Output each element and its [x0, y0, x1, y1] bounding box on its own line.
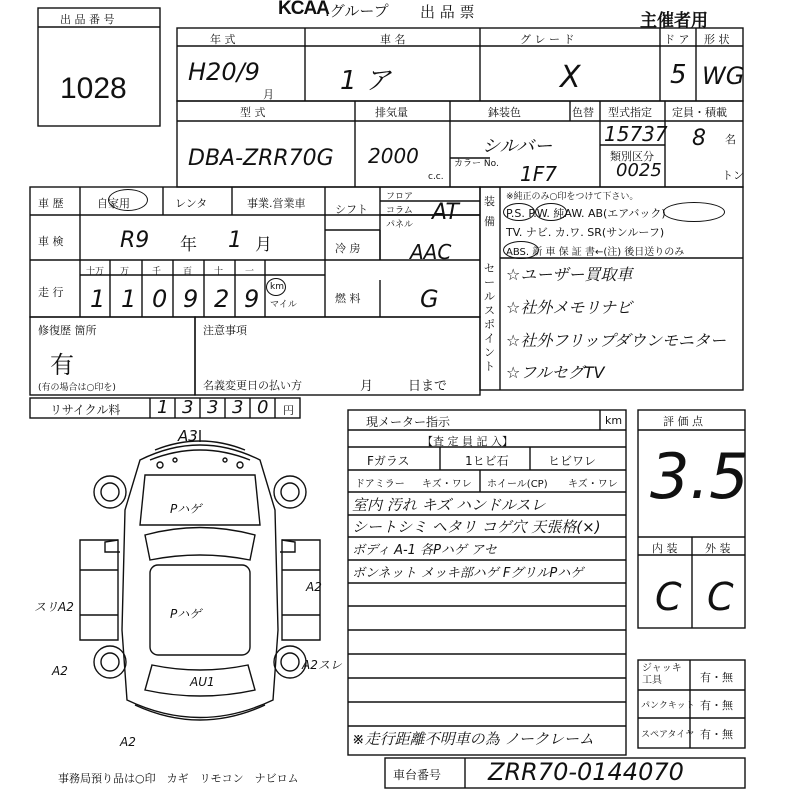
- for-organizer-label: 主催者用: [640, 11, 708, 31]
- door-mirror-label: ドアミラー: [355, 479, 405, 490]
- shaken-month-label: 月: [255, 235, 272, 255]
- exterior-label: 外 装: [705, 542, 731, 555]
- equipment-line-1: P.S. P.W. 純AW. AB(エアバック): [506, 207, 666, 220]
- mark-left-front: スリA2: [34, 600, 74, 614]
- class-value: 0025: [616, 160, 662, 181]
- history-business: 事業.営業車: [247, 197, 306, 210]
- history-private: 自家用: [97, 197, 130, 210]
- front-glass-label: Fガラス: [367, 454, 410, 468]
- month-suffix: 月: [263, 88, 274, 101]
- repair-value: 有: [50, 351, 74, 379]
- lot-number: 1028: [60, 72, 127, 105]
- mileage-unit-1k: 千: [152, 267, 162, 277]
- equipment-line-2: TV. ナビ. カ.ワ. SR(サンルーフ): [506, 226, 665, 239]
- org-logo: KCAA: [278, 0, 329, 19]
- footer-note: 事務局預り品は○印 カギ リモコン ナビロム: [58, 772, 299, 785]
- sales-point-1: ☆ユーザー買取車: [506, 265, 633, 284]
- km-circle: [266, 278, 286, 296]
- shift-floor: フロア: [386, 192, 414, 202]
- doors-value: 5: [670, 60, 687, 90]
- color-no-label: カラー No.: [454, 159, 499, 169]
- caution-label: 注意事項: [203, 324, 247, 337]
- mark-rear: AU1: [190, 675, 215, 689]
- wheel-options: キズ・ワレ: [568, 479, 618, 490]
- transfer-month: 月: [360, 379, 374, 394]
- ac-label: 冷 房: [335, 242, 361, 255]
- class-label: 類別区分: [610, 150, 654, 163]
- mileage-unit-100k: 十万: [86, 267, 105, 277]
- tool-jack-value: 有・無: [700, 671, 733, 684]
- type-spec-value: 15737: [604, 122, 668, 146]
- shape-value: WG: [702, 62, 745, 90]
- shift-column: コラム: [386, 206, 413, 216]
- recycle-digit-5: 0: [257, 397, 269, 418]
- color-change-label: 色替: [572, 106, 594, 119]
- mark-a3-top: A3: [178, 427, 198, 445]
- ps-circle: [503, 203, 535, 221]
- capacity-label: 定員・積載: [672, 106, 727, 119]
- recycle-label: リサイクル料: [50, 403, 121, 417]
- model-label: 型 式: [240, 106, 266, 119]
- fuel-value: G: [420, 285, 439, 313]
- exterior-value: C: [707, 575, 734, 619]
- recycle-digit-1: 1: [157, 397, 169, 418]
- ton-unit: トン: [722, 169, 744, 182]
- mileage-digit-2: 1: [121, 285, 137, 313]
- mileage-digit-6: 9: [244, 285, 260, 313]
- year-value: H20/9: [188, 58, 260, 86]
- mark-left-rear: A2: [52, 664, 68, 678]
- mark-bottom: A2: [120, 735, 136, 749]
- crack-label: ヒビワレ: [548, 454, 597, 468]
- cc-unit: c.c.: [428, 172, 444, 182]
- mileage-label: 走 行: [38, 286, 64, 299]
- remark-4: ボンネット メッキ部ハゲ FグリルPハゲ: [352, 566, 584, 581]
- mileage-digit-4: 9: [183, 285, 199, 313]
- mileage-unit-1: 一: [245, 267, 255, 277]
- km-label: km: [270, 282, 284, 292]
- recycle-digit-2: 3: [182, 397, 194, 418]
- remark-1: 室内 汚れ キズ ハンドルスレ: [352, 496, 546, 514]
- equipment-line-3: ABS. 新 車 保 証 書←(注) 後日送りのみ: [506, 247, 685, 258]
- color-no-value: 1F7: [520, 162, 557, 186]
- transfer-label: 名義変更日の払い方: [203, 379, 302, 392]
- history-rental: レンタ: [175, 197, 208, 210]
- car-diagram: [60, 430, 340, 760]
- displacement-label: 排気量: [375, 106, 408, 119]
- tool-spare-value: 有・無: [700, 728, 733, 741]
- recycle-digit-3: 3: [207, 397, 219, 418]
- meter-label: 現メーター指示: [366, 415, 451, 429]
- mark-roof: Pハゲ: [170, 607, 202, 621]
- displacement-value: 2000: [368, 144, 419, 168]
- recycle-unit: 円: [283, 404, 294, 417]
- capacity-value: 8: [692, 126, 706, 151]
- wheel-label: ホイール(CP): [487, 479, 548, 490]
- history-private-circle: [108, 189, 148, 211]
- mile-label: マイル: [270, 300, 297, 310]
- abs-circle: [503, 241, 539, 259]
- remark-3: ボディ A-1 各Pハゲ アセ: [352, 543, 497, 558]
- history-label: 車 歴: [38, 197, 64, 210]
- sales-point-3: ☆社外フリップダウンモニター: [506, 331, 726, 350]
- equipment-label: 装 備: [484, 195, 495, 228]
- rating-label: 評 価 点: [663, 415, 703, 428]
- chassis-label: 車台番号: [393, 768, 442, 782]
- color-value: シルバー: [482, 136, 553, 157]
- chassis-value: ZRR70-0144070: [488, 758, 684, 786]
- ac-value: AAC: [410, 240, 452, 264]
- mileage-unit-10k: 万: [120, 267, 130, 277]
- model-value: DBA-ZRR70G: [188, 146, 334, 171]
- shape-label: 形 状: [704, 33, 730, 46]
- color-label: 鉢装色: [488, 106, 521, 119]
- doors-label: ド ア: [664, 33, 690, 46]
- group-label: .グループ: [325, 2, 389, 20]
- interior-value: C: [655, 575, 682, 619]
- car-name-value: 1 ア: [340, 66, 391, 96]
- grade-label: グ レ ー ド: [520, 33, 575, 46]
- interior-label: 内 装: [652, 542, 678, 555]
- tool-spare-label: スペアタイヤ: [641, 730, 695, 740]
- mark-right-rear: A2スレ: [302, 658, 342, 672]
- lot-number-label: 出 品 番 号: [60, 13, 115, 26]
- sheet-title: 出 品 票: [420, 3, 475, 21]
- grade-value: X: [560, 60, 581, 95]
- year-label: 年 式: [210, 33, 236, 46]
- capacity-unit: 名: [725, 133, 736, 146]
- shaken-month-value: 1: [228, 228, 242, 253]
- type-spec-label: 型式指定: [608, 106, 652, 119]
- transfer-day: 日まで: [408, 379, 448, 394]
- tool-puncture-label: パンクキット: [641, 701, 695, 711]
- rating-value: 3.5: [650, 440, 749, 513]
- repair-label: 修復歴 箇所: [38, 324, 97, 337]
- sales-point-2: ☆社外メモリナビ: [506, 298, 633, 317]
- mark-hood: Pハゲ: [170, 502, 202, 516]
- remark-2: シートシミ ヘタリ コゲ穴 天張格(×): [352, 518, 601, 536]
- recycle-digit-4: 3: [232, 397, 244, 418]
- shift-value: AT: [432, 200, 459, 225]
- pw-circle: [535, 203, 567, 221]
- repair-note: (有の場合は○印を): [38, 383, 116, 393]
- inspector-label: 【査 定 員 記 入】: [422, 435, 513, 448]
- sales-point-label: セールスポイント: [484, 262, 495, 373]
- name-label: 車 名: [380, 33, 406, 46]
- tool-puncture-value: 有・無: [700, 699, 733, 712]
- sales-point-4: ☆フルセグTV: [506, 363, 605, 382]
- chip-label: 1ヒビ石: [465, 454, 509, 468]
- remark-last: ※走行距離不明車の為 ノークレーム: [352, 730, 594, 748]
- mileage-digit-3: 0: [152, 285, 168, 313]
- shaken-year-label: 年: [180, 235, 197, 255]
- mileage-unit-100: 百: [183, 267, 193, 277]
- mileage-digit-1: 1: [90, 285, 106, 313]
- airbag-circle: [663, 202, 725, 222]
- shift-label: シフト: [335, 203, 368, 216]
- mark-right-front: A2: [306, 580, 322, 594]
- tool-jack-label: ジャッキ 工具: [642, 663, 682, 686]
- meter-unit: km: [605, 414, 623, 427]
- mirror-options: キズ・ワレ: [422, 479, 472, 490]
- shaken-value: R9: [120, 228, 150, 253]
- shaken-label: 車 検: [38, 235, 64, 248]
- mileage-digit-5: 2: [214, 285, 230, 313]
- mileage-unit-10: 十: [214, 267, 224, 277]
- shift-panel: パネル: [386, 220, 414, 230]
- equipment-note: ※純正のみ○印をつけて下さい。: [506, 192, 639, 202]
- fuel-label: 燃 料: [335, 292, 361, 305]
